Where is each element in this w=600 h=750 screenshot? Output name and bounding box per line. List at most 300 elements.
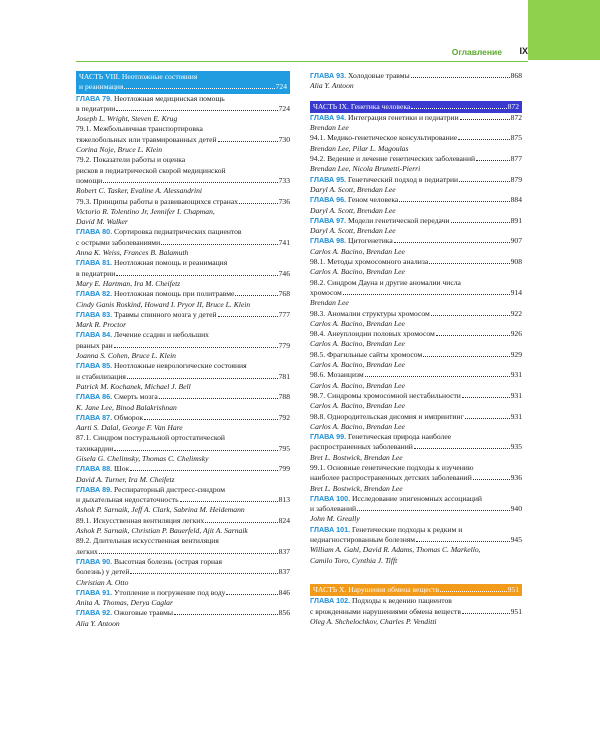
entry-line — [76, 485, 290, 495]
authors: Anita A. Thomas, Derya Caglar — [76, 598, 173, 608]
authors: William A. Gahl, David R. Adams, Thomas C. Markello, — [310, 545, 481, 555]
chapter-entry[interactable] — [76, 392, 290, 413]
chapter-title: Генетическая природа наиболее — [348, 432, 452, 442]
authors: Aarti S. Dalal, George F. Van Hare — [76, 423, 183, 433]
entry-title-text: и дыхательная недостаточность — [76, 495, 179, 505]
chapter-entry[interactable] — [310, 175, 522, 196]
authors: Joanna S. Cohen, Bruce L. Klein — [76, 351, 176, 361]
entry-title-text: 98.1. Методы хромосомного анализа — [310, 257, 429, 267]
entry-line — [76, 176, 290, 186]
chapter-entry[interactable] — [76, 608, 290, 629]
entry-title-text: наиболее распространенных детских заболеваний — [310, 473, 472, 483]
leader-dots — [399, 201, 509, 202]
chapter-entry[interactable] — [310, 71, 522, 92]
leader-dots — [414, 448, 510, 449]
chapter-title: Шок — [114, 464, 130, 474]
leader-dots — [218, 141, 278, 142]
chapter-entry[interactable] — [76, 413, 290, 434]
page-ref: 741 — [278, 237, 290, 247]
subsection-entry[interactable] — [76, 433, 290, 464]
page-ref: 945 — [510, 535, 522, 545]
section-title: Оглавление — [451, 47, 502, 57]
chapter-title: Смерть мозга — [114, 392, 158, 402]
spacer — [310, 92, 522, 101]
leader-dots — [226, 594, 277, 595]
entry-line — [76, 330, 290, 340]
subsection-entry[interactable] — [310, 329, 522, 350]
part-title-text: ЧАСТЬ X. Нарушения обмена веществ — [313, 584, 440, 594]
page-ref: 931 — [510, 411, 522, 421]
leader-dots — [411, 77, 510, 78]
entry-line — [76, 166, 290, 176]
entry-line — [76, 433, 290, 443]
page-ref: 922 — [510, 308, 522, 318]
entry-line — [310, 412, 522, 422]
chapter-entry[interactable] — [310, 195, 522, 216]
chapter-entry[interactable] — [76, 485, 290, 516]
entry-title-text: 94.1. Медико-генетическое консультирование — [310, 133, 458, 143]
leader-dots — [218, 316, 278, 317]
chapter-entry[interactable] — [310, 525, 522, 566]
chapter-title: Цитогенетика — [348, 236, 393, 246]
page-ref: 891 — [510, 215, 522, 225]
leader-dots — [394, 242, 510, 243]
page-ref: 813 — [278, 495, 290, 505]
subsection-entry[interactable] — [76, 536, 290, 557]
entry-line — [76, 608, 290, 618]
entry-line — [76, 258, 290, 268]
authors: Cindy Ganis Roskind, Howard I. Pryor II, Bruce L. Klein — [76, 299, 251, 309]
chapter-title: Ожоговые травмы — [114, 608, 174, 618]
leader-dots — [174, 614, 278, 615]
chapter-title: Генетические подходы к редким и — [352, 524, 463, 534]
page-ref: 788 — [278, 392, 290, 402]
leader-dots — [460, 119, 510, 120]
entry-title-text — [76, 361, 247, 371]
chapter-entry[interactable] — [76, 557, 290, 588]
entry-line — [76, 124, 290, 134]
leader-dots — [235, 295, 277, 296]
entry-title-text — [310, 236, 393, 246]
entry-line — [76, 444, 290, 454]
chapter-label: ГЛАВА 97. — [310, 215, 347, 225]
entry-title-text — [76, 310, 217, 320]
chapter-entry[interactable] — [76, 258, 290, 289]
entry-title-text: 89.1. Искусственная вентиляция легких — [76, 515, 205, 525]
chapter-title: Исследование эпигеномных ассоциаций — [352, 493, 482, 503]
entry-title-text: легких — [76, 546, 98, 556]
page-ref: 907 — [510, 236, 522, 246]
chapter-label: ГЛАВА 96. — [310, 195, 347, 205]
entry-line — [76, 227, 290, 237]
subsection-entry[interactable] — [310, 154, 522, 175]
subsection-entry[interactable] — [310, 350, 522, 371]
entry-line — [310, 113, 522, 123]
chapter-entry[interactable] — [76, 464, 290, 485]
authors: Brendan Lee — [310, 298, 349, 308]
chapter-label: ГЛАВА 89. — [76, 484, 113, 494]
entry-line — [76, 94, 290, 104]
entry-line — [310, 216, 522, 226]
page-ref: 868 — [510, 71, 522, 80]
entry-title-text: хромосом — [310, 287, 342, 297]
leader-dots — [239, 203, 278, 204]
entry-title-text: 98.2. Синдром Дауна и другие аномалии числа — [310, 277, 461, 287]
entry-line — [76, 269, 290, 279]
page-ref: 931 — [510, 370, 522, 380]
authors: Anna K. Weiss, Frances B. Balamuth — [76, 248, 189, 258]
page-ref: 908 — [510, 257, 522, 267]
authors: Brendan Lee — [310, 123, 349, 133]
entry-line — [310, 607, 522, 617]
entry-title-text — [76, 330, 209, 340]
entry-line — [76, 567, 290, 577]
chapter-entry[interactable] — [76, 310, 290, 331]
page-number: IX — [519, 46, 528, 56]
page-ref: 837 — [278, 567, 290, 577]
entry-title-text — [76, 413, 143, 423]
chapter-entry[interactable] — [76, 227, 290, 258]
leader-dots — [180, 501, 278, 502]
entry-title-text: болезнь) у детей — [76, 567, 130, 577]
subsection-entry[interactable] — [76, 155, 290, 196]
subsection-entry[interactable] — [310, 391, 522, 412]
chapter-label: ГЛАВА 99. — [310, 432, 347, 442]
chapter-entry[interactable] — [310, 113, 522, 134]
entry-title-text: 98.6. Мозаицизм — [310, 370, 364, 380]
leader-dots — [436, 335, 510, 336]
leader-dots — [458, 139, 509, 140]
leader-dots — [116, 275, 277, 276]
chapter-label: ГЛАВА 88. — [76, 464, 113, 474]
part-heading-line — [79, 82, 287, 92]
entry-title-text: 98.7. Синдромы хромосомной нестабильности — [310, 390, 461, 400]
entry-line — [76, 372, 290, 382]
entry-line — [310, 329, 522, 339]
page-ref: 733 — [278, 175, 290, 185]
authors: Carlos A. Bacino, Brendan Lee — [310, 339, 405, 349]
authors: Carlos A. Bacino, Brendan Lee — [310, 401, 405, 411]
chapter-title: Утопление и погружение под воду — [114, 587, 226, 597]
entry-line — [310, 442, 522, 452]
part-heading[interactable] — [76, 71, 290, 94]
chapter-title: Неотложная помощь и реанимация — [114, 258, 228, 268]
entry-title-text — [310, 432, 451, 442]
leader-dots — [411, 108, 506, 109]
chapter-entry[interactable] — [76, 289, 290, 310]
authors: Patrick M. Kochanek, Michael J. Bell — [76, 381, 191, 391]
page-ref: 799 — [278, 464, 290, 474]
entry-line — [310, 175, 522, 185]
part-heading[interactable] — [310, 584, 522, 596]
leader-dots — [440, 591, 507, 592]
leader-dots — [205, 522, 277, 523]
spacer — [310, 566, 522, 575]
entry-title-text — [310, 596, 452, 606]
entry-line — [310, 525, 522, 535]
chapter-title: Неотложная помощь при политравме — [114, 289, 235, 299]
subsection-entry[interactable] — [310, 133, 522, 154]
subsection-entry[interactable] — [76, 197, 290, 228]
chapter-entry[interactable] — [76, 361, 290, 392]
authors: John M. Greally — [310, 514, 360, 524]
entry-line — [310, 236, 522, 246]
page-ref: 779 — [278, 340, 290, 350]
entry-line — [76, 464, 290, 474]
entry-line — [310, 432, 522, 442]
authors: Mark R. Proctor — [76, 320, 127, 330]
authors: Victorio R. Tolentino Jr, Jennifer I. Chapman, — [76, 206, 215, 216]
chapter-title: Неотложные неврологические состояния — [114, 361, 247, 371]
authors: Carlos A. Bacino, Brendan Lee — [310, 318, 405, 328]
page-ref: 730 — [278, 134, 290, 144]
entry-title-text: с врожденными нарушениями обмена веществ — [310, 606, 461, 616]
leader-dots — [451, 222, 510, 223]
chapter-entry[interactable] — [76, 330, 290, 361]
subsection-entry[interactable] — [310, 257, 522, 278]
subsection-entry[interactable] — [76, 516, 290, 537]
entry-title-text — [310, 195, 398, 205]
corner-tab — [528, 0, 600, 60]
entry-line — [76, 361, 290, 371]
authors: Ashok P. Sarnaik, Christian P. Bauerfeld, Ajit A. Sarnaik — [76, 526, 248, 536]
chapter-title: Лечение ссадин и небольших — [114, 330, 209, 340]
part-heading[interactable] — [310, 101, 522, 113]
authors: Carlos A. Bacino, Brendan Lee — [310, 246, 405, 256]
chapter-title: Модели генетической передачи — [348, 215, 450, 225]
entry-title-text: и стабилизация — [76, 371, 126, 381]
authors: K. Jane Lee, Binod Balakrishnan — [76, 402, 177, 412]
page-ref: 884 — [510, 195, 522, 205]
chapter-title: Интеграция генетики и педиатрии — [348, 112, 459, 122]
subsection-entry[interactable] — [310, 309, 522, 330]
page-ref: 872 — [510, 112, 522, 122]
entry-line — [310, 309, 522, 319]
leader-dots — [465, 418, 510, 419]
leader-dots — [116, 110, 277, 111]
chapter-label: ГЛАВА 79. — [76, 93, 113, 103]
subsection-entry[interactable] — [310, 412, 522, 433]
chapter-label: ГЛАВА 92. — [76, 608, 113, 618]
page-ref: 777 — [278, 309, 290, 319]
authors: Carlos A. Bacino, Brendan Lee — [310, 267, 405, 277]
chapter-entry[interactable] — [310, 596, 522, 627]
entry-title-text: тахикардии — [76, 443, 114, 453]
entry-title-text — [310, 71, 410, 81]
entry-line — [310, 133, 522, 143]
page-ref: 781 — [278, 371, 290, 381]
leader-dots — [423, 356, 509, 357]
leader-dots — [473, 479, 510, 480]
entry-line — [76, 557, 290, 567]
chapter-label: ГЛАВА 87. — [76, 412, 113, 422]
entry-line — [310, 278, 522, 288]
entry-title-text — [76, 94, 225, 104]
entry-line — [310, 596, 522, 606]
part-heading-line — [79, 72, 287, 82]
leader-dots — [429, 263, 509, 264]
entry-title-text: недиагностированным болезням — [310, 535, 416, 545]
entry-title-text: 98.5. Фрагильные сайты хромосом — [310, 349, 423, 359]
entry-title-text — [310, 216, 450, 226]
chapter-label: ГЛАВА 102. — [310, 596, 351, 606]
chapter-label: ГЛАВА 84. — [76, 330, 113, 340]
entry-title-text — [76, 485, 225, 495]
entry-line — [76, 310, 290, 320]
page-ref: 951 — [510, 606, 522, 616]
chapter-label: ГЛАВА 94. — [310, 112, 347, 122]
spacer — [310, 575, 522, 584]
chapter-title: Неотложная медицинская помощь — [114, 93, 225, 103]
entry-title-text: 79.3. Принципы работы в развивающихся странах — [76, 196, 238, 206]
chapter-entry[interactable] — [310, 494, 522, 525]
chapter-label: ГЛАВА 93. — [310, 71, 347, 80]
part-title-text: и реанимация — [79, 82, 124, 92]
authors: Camilo Toro, Cynthia J. Tifft — [310, 555, 398, 565]
subsection-entry[interactable] — [310, 370, 522, 391]
page-ref: 914 — [510, 287, 522, 297]
leader-dots — [127, 378, 278, 379]
subsection-entry[interactable] — [310, 463, 522, 494]
entry-title-text: 89.2. Длительная искусственная вентиляция — [76, 536, 219, 546]
part-title-text: ЧАСТЬ IX. Генетика человека — [313, 101, 411, 111]
subsection-entry[interactable] — [310, 278, 522, 309]
authors: Carlos A. Bacino, Brendan Lee — [310, 360, 405, 370]
chapter-label: ГЛАВА 81. — [76, 258, 113, 268]
subsection-entry[interactable] — [76, 124, 290, 155]
entry-line — [76, 104, 290, 114]
page-ref: 936 — [510, 473, 522, 483]
leader-dots — [124, 88, 274, 89]
authors: Brendan Lee, Pilar L. Magoulas — [310, 143, 409, 153]
entry-line — [76, 516, 290, 526]
entry-line — [76, 495, 290, 505]
page-ref: 724 — [278, 103, 290, 113]
chapter-label: ГЛАВА 83. — [76, 309, 113, 319]
entry-line — [310, 195, 522, 205]
chapter-entry[interactable] — [310, 236, 522, 257]
authors: Bret L. Bostwick, Brendan Lee — [310, 452, 403, 462]
entry-line — [310, 494, 522, 504]
leader-dots — [343, 294, 510, 295]
entry-title-text — [76, 608, 173, 618]
leader-dots — [476, 160, 510, 161]
entry-title-text — [76, 588, 225, 598]
entry-title-text — [76, 227, 242, 237]
leader-dots — [416, 541, 510, 542]
entry-title-text: в педиатрии — [76, 103, 116, 113]
entry-line — [76, 155, 290, 165]
authors: David A. Turner, Ira M. Cheifetz — [76, 474, 175, 484]
part-heading-line — [313, 585, 519, 595]
page-ref: 931 — [510, 390, 522, 400]
entry-line — [310, 288, 522, 298]
toc-right-column — [310, 71, 522, 627]
chapter-entry[interactable] — [310, 432, 522, 463]
chapter-title: Сортировка педиатрических пациентов — [114, 227, 242, 237]
entry-line — [76, 392, 290, 402]
entry-title-text — [310, 494, 482, 504]
entry-title-text: 94.2. Ведение и лечение генетических заболеваний — [310, 154, 476, 164]
authors: Daryl A. Scott, Brendan Lee — [310, 205, 396, 215]
page-ref: 951 — [507, 584, 519, 594]
page-ref: 929 — [510, 349, 522, 359]
chapter-label: ГЛАВА 82. — [76, 289, 113, 299]
entry-line — [76, 341, 290, 351]
leader-dots — [159, 398, 278, 399]
chapter-title: Холодовые травмы — [348, 71, 410, 80]
authors: Mary E. Hartman, Ira M. Cheifetz — [76, 278, 181, 288]
entry-line — [76, 197, 290, 207]
authors: Alia Y. Antoon — [310, 81, 354, 91]
entry-line — [310, 71, 522, 81]
chapter-entry[interactable] — [310, 216, 522, 237]
entry-title-text — [310, 113, 459, 123]
entry-title-text — [76, 289, 234, 299]
page-ref: 736 — [278, 196, 290, 206]
chapter-title: Высотная болезнь (острая горная — [114, 556, 222, 566]
authors: Alia Y. Antoon — [76, 618, 120, 628]
entry-title-text: 98.4. Анеуплоидии половых хромосом — [310, 329, 435, 339]
authors: Christian A. Otto — [76, 577, 129, 587]
page-ref: 877 — [510, 154, 522, 164]
entry-title-text: 87.1. Синдром постуральной ортостатической — [76, 433, 225, 443]
authors: Joseph L. Wright, Steven E. Krug — [76, 114, 178, 124]
leader-dots — [462, 397, 510, 398]
leader-dots — [462, 613, 510, 614]
leader-dots — [357, 510, 510, 511]
chapter-label: ГЛАВА 95. — [310, 174, 347, 184]
leader-dots — [103, 182, 277, 183]
entry-title-text: 99.1. Основные генетические подходы к изучению — [310, 462, 474, 472]
chapter-label: ГЛАВА 90. — [76, 556, 113, 566]
entry-line — [310, 473, 522, 483]
leader-dots — [114, 347, 278, 348]
leader-dots — [365, 376, 510, 377]
entry-title-text — [76, 258, 227, 268]
chapter-title: Респираторный дистресс-синдром — [114, 484, 226, 494]
part-heading-line — [313, 102, 519, 112]
entry-line — [76, 289, 290, 299]
entry-line — [76, 238, 290, 248]
page-ref: 768 — [278, 289, 290, 299]
page-ref: 846 — [278, 587, 290, 597]
part-title-text: ЧАСТЬ VIII. Неотложные состояния — [79, 72, 198, 81]
entry-title-text: помощи — [76, 175, 103, 185]
leader-dots — [114, 450, 277, 451]
authors: Gisela G. Chelimsky, Thomas C. Chelimsky — [76, 453, 209, 463]
entry-title-text — [310, 175, 458, 185]
chapter-label: ГЛАВА 80. — [76, 227, 113, 237]
entry-line — [76, 135, 290, 145]
page-ref: 875 — [510, 133, 522, 143]
authors: Corina Noje, Bruce L. Klein — [76, 145, 163, 155]
entry-title-text: рисков в педиатрической скорой медицинской — [76, 165, 226, 175]
page-ref: 795 — [278, 443, 290, 453]
chapter-entry[interactable] — [76, 588, 290, 609]
chapter-entry[interactable] — [76, 94, 290, 125]
authors: Daryl A. Scott, Brendan Lee — [310, 184, 396, 194]
page-ref: 724 — [275, 82, 287, 92]
authors: Ashok P. Sarnaik, Jeff A. Clark, Sabrina M. Heidemann — [76, 505, 245, 515]
leader-dots — [130, 470, 277, 471]
authors: Daryl A. Scott, Brendan Lee — [310, 226, 396, 236]
page-ref: 746 — [278, 268, 290, 278]
page-ref: 940 — [510, 504, 522, 514]
authors: Bret L. Bostwick, Brendan Lee — [310, 483, 403, 493]
leader-dots — [161, 244, 277, 245]
page-ref: 926 — [510, 329, 522, 339]
